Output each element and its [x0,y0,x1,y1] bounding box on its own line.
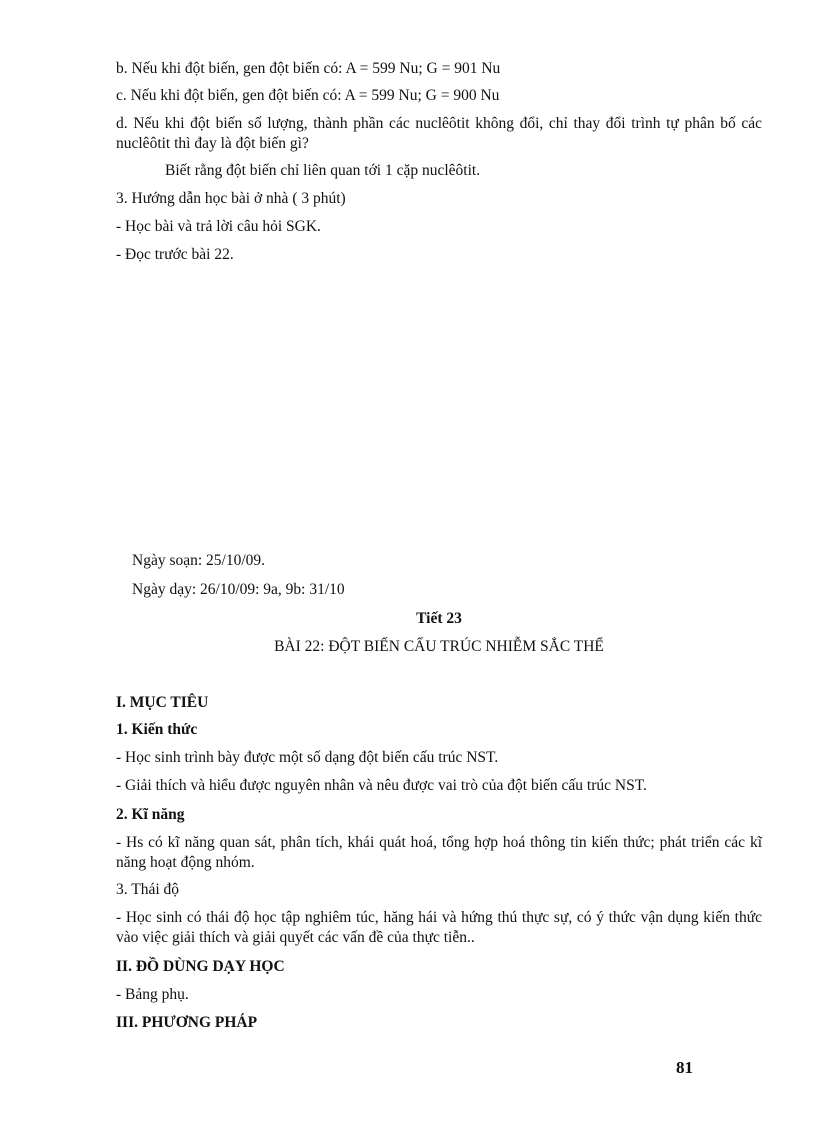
date-prepared: Ngày soạn: 25/10/09. [132,552,266,569]
homework-heading: 3. Hướng dẫn học bài ở nhà ( 3 phút) [116,190,346,207]
homework-item: - Học bài và trả lời câu hỏi SGK. [116,218,321,235]
attitude-item: - Học sinh có thái độ học tập nghiêm túc, hăng hái và hứng thú thực sự, có ý thức vận dụng kiến thức vào việc giải thích và giải quyết các vấn đề của thực tiễn.. [116,909,762,946]
methods-heading: III. PHƯƠNG PHÁP [116,1014,258,1031]
homework-item: - Đọc trước bài 22. [116,246,234,263]
skills-item: - Hs có kĩ năng quan sát, phân tích, khái quát hoá, tổng hợp hoá thông tin kiến thức; phát triển các kĩ năng hoạt động nhóm. [116,834,762,871]
attitude-heading: 3. Thái độ [116,881,179,898]
materials-item: - Bảng phụ. [116,986,189,1003]
skills-heading: 2. Kĩ năng [116,806,185,823]
knowledge-heading: 1. Kiến thức [116,721,198,738]
period-label: Tiết 23 [416,610,462,627]
option-c: c. Nếu khi đột biến, gen đột biến có: A = 599 Nu; G = 900 Nu [116,87,500,104]
option-d: d. Nếu khi đột biến số lượng, thành phần các nuclêôtit không đổi, chỉ thay đổi trình tự phân bố các nuclêôtit thì đay là đột biến gì? [116,115,762,152]
page-number: 81 [676,1058,693,1077]
knowledge-item: - Giải thích và hiểu được nguyên nhân và nêu được vai trò của đột biến cấu trúc NST. [116,777,647,794]
knowledge-item: - Học sinh trình bày được một số dạng đột biến cấu trúc NST. [116,749,499,766]
lesson-title: BÀI 22: ĐỘT BIẾN CẤU TRÚC NHIỄM SẮC THỂ [274,638,604,655]
date-taught: Ngày dạy: 26/10/09: 9a, 9b: 31/10 [132,581,345,598]
note-text: Biết rằng đột biến chỉ liên quan tới 1 cặp nuclêôtit. [165,162,481,179]
section-objectives: I. MỤC TIÊU [116,694,209,711]
materials-heading: II. ĐỒ DÙNG DẠY HỌC [116,958,285,975]
option-b: b. Nếu khi đột biến, gen đột biến có: A = 599 Nu; G = 901 Nu [116,60,501,77]
